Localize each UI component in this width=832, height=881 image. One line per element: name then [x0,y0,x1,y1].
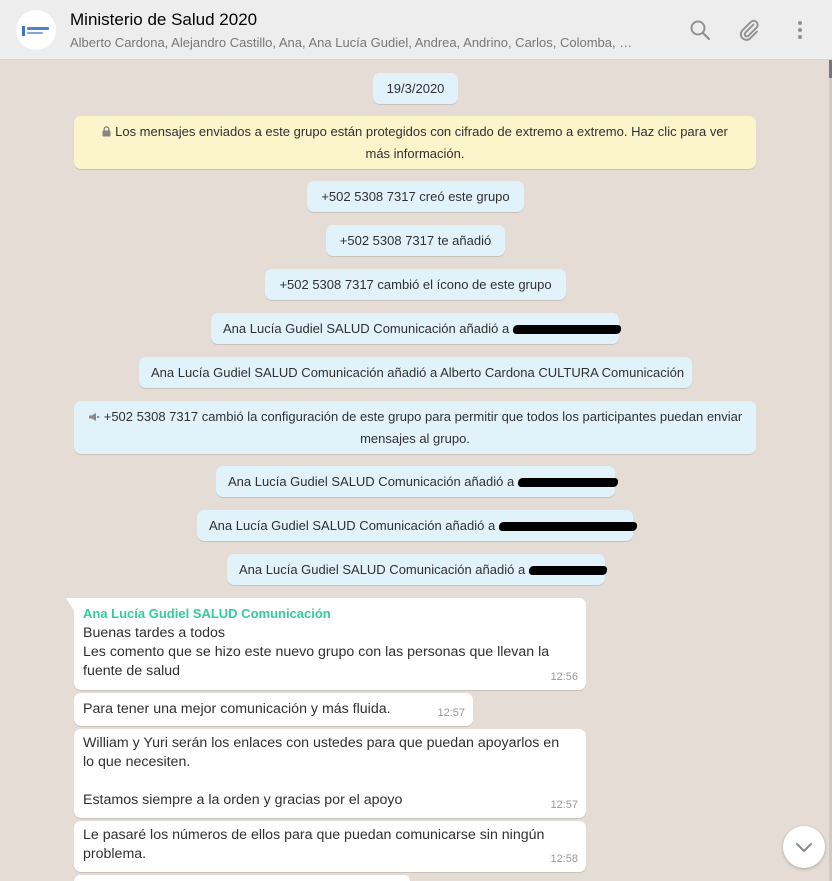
megaphone-icon [88,407,100,428]
message-line: lo que necesiten. [83,754,191,770]
message-time: 12:57 [550,799,578,811]
message-line: fuente de salud [83,663,181,679]
system-message-text: Ana Lucía Gudiel SALUD Comunicación añadió a [209,518,496,533]
scroll-down-button[interactable] [783,826,825,868]
incoming-message-partial[interactable] [74,875,410,881]
message-line: Buenas tardes a todos [83,625,225,641]
system-message: Ana Lucía Gudiel SALUD Comunicación añadió a Alberto Cardona CULTURA Comunicación [139,357,692,388]
message-time: 12:58 [550,853,578,865]
lock-icon [102,122,111,143]
incoming-message[interactable] [74,693,473,726]
system-message: +502 5308 7317 te añadió [326,225,505,256]
avatar-logo-mark [22,26,25,36]
message-line [83,772,577,791]
group-participants[interactable]: Alberto Cardona, Alejandro Castillo, Ana, Ana Lucía Gudiel, Andrea, Andrino, Carlos, Colomba, … [70,35,633,50]
redaction-mark [528,566,607,575]
incoming-message[interactable] [74,729,586,818]
message-line: Estamos siempre a la orden y gracias por el apoyo [83,792,403,808]
system-message-text: Ana Lucía Gudiel SALUD Comunicación añadió a [228,474,515,489]
incoming-message[interactable] [74,598,586,690]
attach-icon[interactable] [737,18,761,42]
chat-header[interactable] [0,0,832,60]
message-sender[interactable]: Ana Lucía Gudiel SALUD Comunicación [83,606,331,621]
message-line: Les comento que se hizo este nuevo grupo con las personas que llevan la [83,644,550,660]
message-time: 12:56 [550,671,578,683]
encryption-notice[interactable] [74,116,756,169]
encryption-notice-text: Los mensajes enviados a este grupo están protegidos con cifrado de extremo a extremo. Haz clic para ver más información. [115,124,728,161]
message-time: 12:57 [437,707,465,719]
search-icon[interactable] [688,18,712,42]
menu-icon[interactable] [788,18,812,42]
message-line: Le pasaré los números de ellos para que puedan comunicarse sin ningún [83,827,545,843]
group-settings-message [74,401,756,454]
message-tail [66,598,74,611]
avatar-logo-bar-small [27,32,43,34]
system-message-redacted [211,313,619,344]
avatar-logo-bar [27,27,49,30]
system-message: +502 5308 7317 creó este grupo [307,181,524,212]
redaction-mark [517,478,618,487]
message-line: Para tener una mejor comunicación y más fluida. [83,701,391,717]
redaction-mark [512,325,621,334]
group-settings-text: +502 5308 7317 cambió la configuración de este grupo para permitir que todos los participantes puedan enviar mensajes al grupo. [103,409,743,446]
message-line: William y Yuri serán los enlaces con ustedes para que puedan apoyarlos en [83,735,560,751]
system-message-redacted [197,510,633,541]
system-message-redacted [216,466,615,497]
chevron-down-icon [783,826,825,868]
group-avatar[interactable] [16,10,56,50]
message-line: problema. [83,846,147,862]
system-message-text: Ana Lucía Gudiel SALUD Comunicación añadió a [223,321,510,336]
date-label: 19/3/2020 [373,73,458,104]
system-message: +502 5308 7317 cambió el ícono de este grupo [265,269,566,300]
redaction-mark [498,522,637,531]
group-title[interactable]: Ministerio de Salud 2020 [70,10,258,29]
incoming-message[interactable] [74,821,586,872]
system-message-text: Ana Lucía Gudiel SALUD Comunicación añadió a [239,562,526,577]
system-message-redacted [227,554,605,585]
